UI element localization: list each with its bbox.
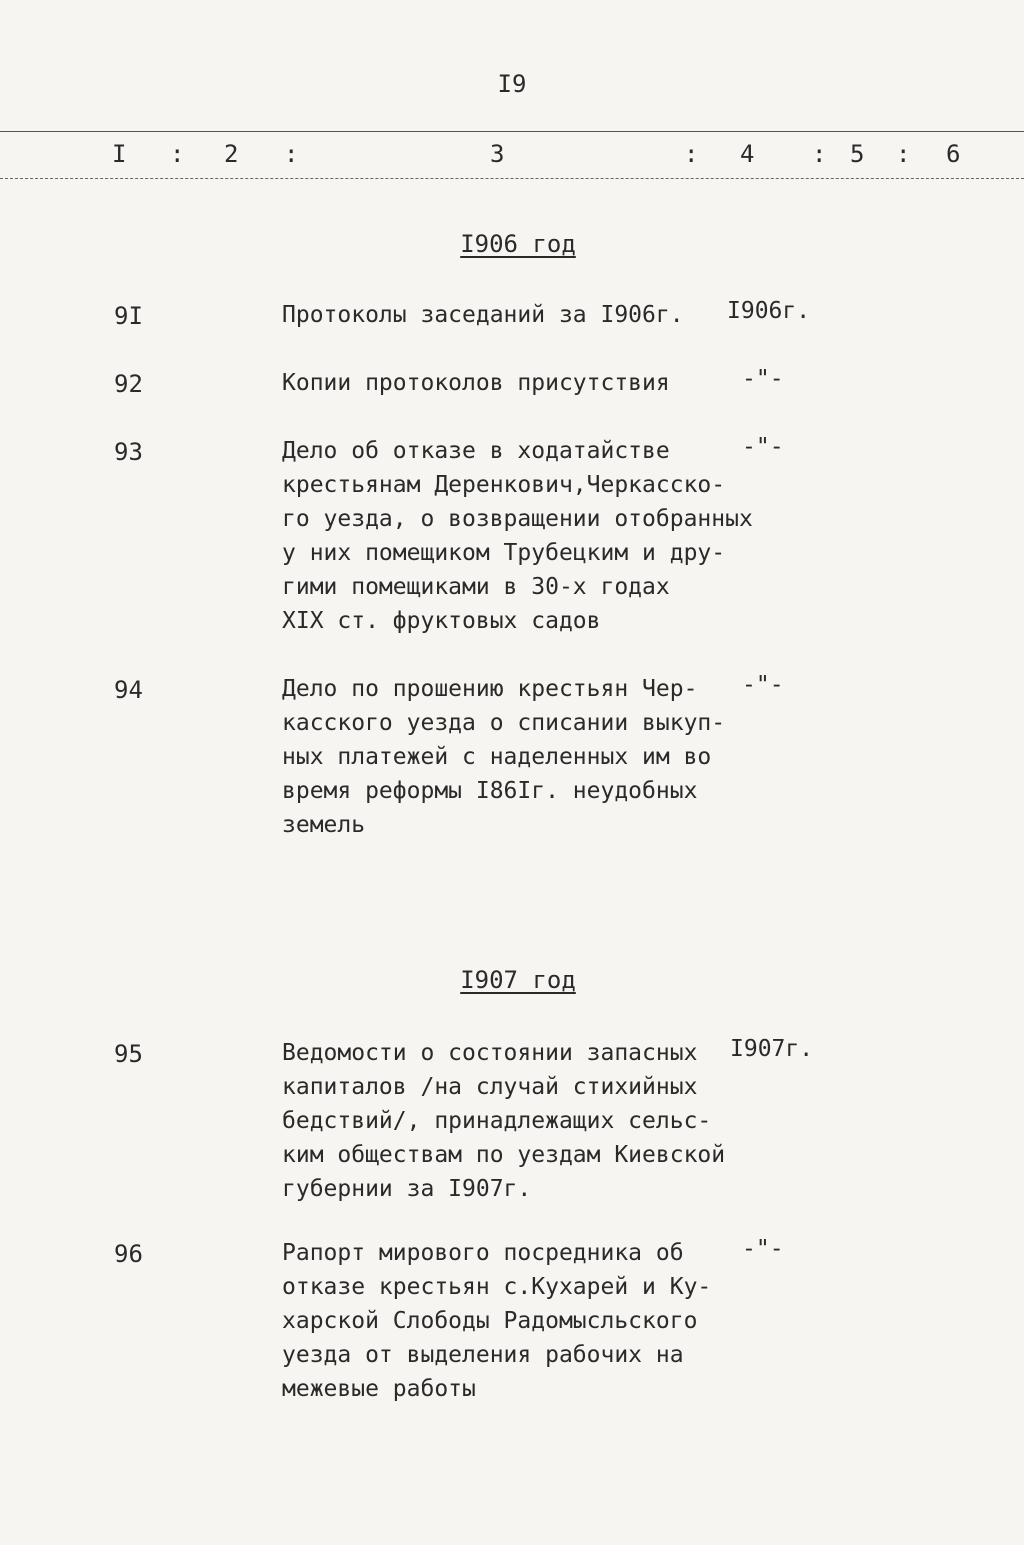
column-header-3: 3 — [490, 140, 505, 168]
entry-title-line: капиталов /на случай стихийных — [282, 1074, 698, 1100]
entry-title — [282, 298, 762, 332]
entry-date: -"- — [742, 1236, 784, 1262]
entry-title-line: время реформы I86Iг. неудобных — [282, 778, 698, 804]
column-separator: : — [896, 140, 911, 168]
entry-title-line: харской Слободы Радомысльского — [282, 1308, 698, 1334]
column-separator: : — [170, 140, 185, 168]
entry-title-line: бедствий/, принадлежащих сельс- — [282, 1108, 712, 1134]
entry-title-line: Дело об отказе в ходатайстве — [282, 438, 670, 464]
entry-title-line: Копии протоколов присутствия — [282, 370, 670, 396]
column-header-1: I — [112, 140, 127, 168]
entry-number: 9I — [114, 302, 143, 330]
year-heading-1907: I907 год — [460, 966, 576, 994]
column-separator: : — [684, 140, 699, 168]
entry-title-line: у них помещиком Трубецким и дру- — [282, 540, 726, 566]
entry-date: -"- — [742, 672, 784, 698]
entry-title-line: XIX ст. фруктовых садов — [282, 608, 601, 634]
entry-title — [282, 1036, 762, 1206]
entry-date: -"- — [742, 434, 784, 460]
page-number: I9 — [497, 70, 527, 98]
entry-number: 92 — [114, 370, 143, 398]
column-header-5: 5 — [850, 140, 865, 168]
entry-date: -"- — [742, 366, 784, 392]
entry-title-line: Ведомости о состоянии запасных — [282, 1040, 698, 1066]
entry-date: I906г. — [727, 298, 811, 324]
column-separator: : — [812, 140, 827, 168]
header-rule-bottom — [0, 178, 1024, 179]
entry-number: 95 — [114, 1040, 143, 1068]
column-header-4: 4 — [740, 140, 755, 168]
column-separator: : — [284, 140, 299, 168]
column-header-2: 2 — [224, 140, 239, 168]
column-header-6: 6 — [946, 140, 961, 168]
entry-title-line: ким обществам по уездам Киевской — [282, 1142, 726, 1168]
entry-title-line: Дело по прошению крестьян Чер- — [282, 676, 698, 702]
header-rule-top — [0, 131, 1024, 132]
entry-date: I907г. — [730, 1036, 814, 1062]
entry-title — [282, 366, 762, 400]
entry-title-line: крестьянам Деренкович,Черкасско- — [282, 472, 726, 498]
entry-title-line: касского уезда о списании выкуп- — [282, 710, 726, 736]
entry-title-line: уезда от выделения рабочих на — [282, 1342, 684, 1368]
entry-title — [282, 672, 762, 842]
entry-title-line: отказе крестьян с.Кухарей и Ку- — [282, 1274, 712, 1300]
entry-title — [282, 1236, 762, 1406]
entry-number: 94 — [114, 676, 143, 704]
entry-title-line: межевые работы — [282, 1376, 476, 1402]
entry-title-line: земель — [282, 812, 366, 838]
entry-title — [282, 434, 762, 638]
entry-title-line: губернии за I907г. — [282, 1176, 532, 1202]
entry-title-line: го уезда, о возвращении отобранных — [282, 506, 753, 532]
entry-title-line: гими помещиками в 30-х годах — [282, 574, 670, 600]
entry-title-line: Протоколы заседаний за I906г. — [282, 302, 684, 328]
entry-number: 96 — [114, 1240, 143, 1268]
entry-title-line: Рапорт мирового посредника об — [282, 1240, 684, 1266]
year-heading-1906: I906 год — [460, 230, 576, 258]
entry-title-line: ных платежей с наделенных им во — [282, 744, 712, 770]
entry-number: 93 — [114, 438, 143, 466]
